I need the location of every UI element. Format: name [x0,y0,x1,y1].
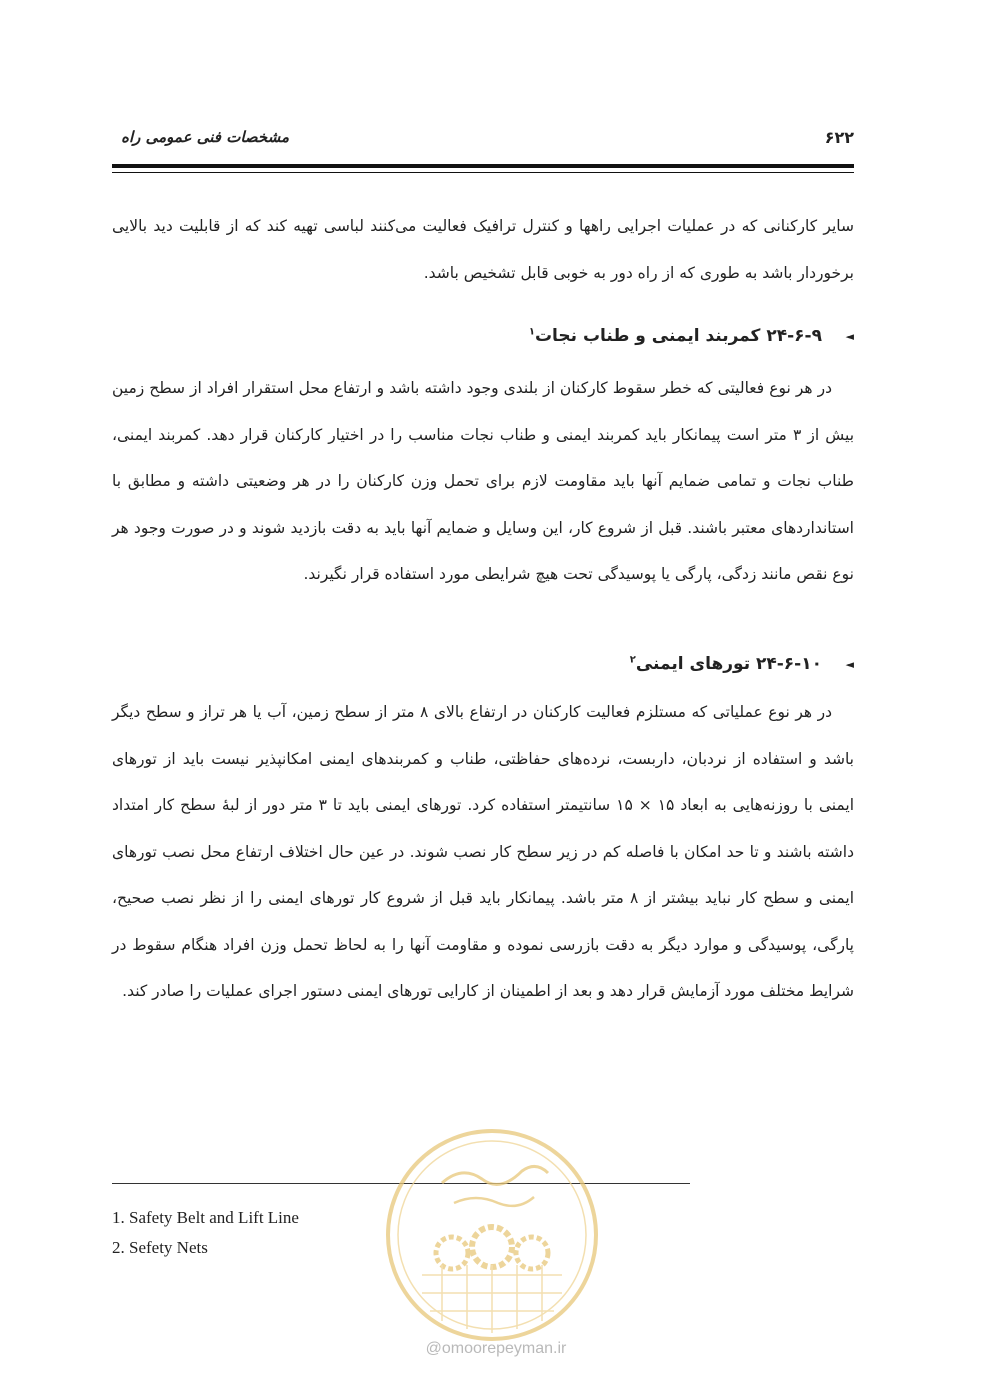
header-rule-thick [112,164,854,168]
section-heading-text [630,654,822,674]
footnote-2: 2. Sefety Nets [112,1238,208,1257]
footnote-1: 1. Safety Belt and Lift Line [112,1208,299,1227]
section-9-body [112,365,854,598]
watermark-logo-icon [382,1125,602,1345]
header-rule-thin [112,172,854,173]
section-heading-9 [112,326,854,356]
section-heading-10 [112,654,854,684]
page-number: ۶۲۲ [824,128,854,147]
section-heading-text [529,326,822,346]
footnotes [112,1203,299,1263]
heading-label: ۲۴-۶-۱۰ تورهای ایمنی [635,654,822,674]
header-title: مشخصات فنی عمومی راه [121,128,289,146]
heading-bullet-icon: ◄ [845,658,854,671]
section-10-body [112,689,854,1015]
heading-bullet-icon: ◄ [845,330,854,343]
footnote-ref: ۱ [528,326,535,338]
section-10-paragraph: در هر نوع عملیاتی که مستلزم فعالیت کارکنان در ارتفاع بالای ۸ متر از سطح زمین، آب یا هر تراز و سطح دیگر باشد و استفاده از نردبان، داربست، نرده‌های حفاظتی، طناب و کمربندهای ایمنی امکانپذیر نیست باید از تورهای ایمنی با روزنه‌هایی به ابعاد ۱۵ × ۱۵ سانتیمتر استفاده کرد. تورهای ایمنی باید تا ۳ متر دور از لبهٔ سطح کار امتداد داشته باشند و تا حد امکان با فاصله کم در زیر سطح کار نصب شوند. در عین حال اختلاف ارتفاع محل نصب تورهای ایمنی و سطح کار نباید بیشتر از ۸ متر باشد. پیمانکار باید قبل از شروع کار تورهای ایمنی را از نظر نصب صحیح، پارگی، پوسیدگی و موارد دیگر به دقت بازرسی نموده و مقاومت آنها را به لحاظ تحمل وزن افراد هنگام سقوط در شرایط مختلف مورد آزمایش قرار دهد و بعد از اطمینان از کارایی تورهای ایمنی دستور اجرای عملیات را صادر کند. [112,703,855,1000]
heading-label: ۲۴-۶-۹ کمربند ایمنی و طناب نجات [534,326,822,346]
intro-paragraph: سایر کارکنانی که در عملیات اجرایی راهها و کنترل ترافیک فعالیت می‌کنند لباسی تهیه کند که از قابلیت دید بالایی برخوردار باشد به طوری که از راه دور به خوبی قابل تشخیص باشد. [112,217,854,282]
intro-block [112,203,854,296]
watermark-url: @omoorepeyman.ir [425,1340,567,1357]
running-header [112,128,854,154]
footnote-ref: ۲ [629,654,636,666]
section-9-paragraph: در هر نوع فعالیتی که خطر سقوط کارکنان از بلندی وجود داشته باشد و ارتفاع محل استقرار افراد از سطح زمین بیش از ۳ متر است پیمانکار باید کمربند ایمنی و طناب نجات مناسب را در اختیار کارکنان قرار دهد. کمربند ایمنی، طناب نجات و تمامی ضمایم آنها باید مقاومت لازم برای تحمل وزن کارکنان را در هر وضعیتی داشته و مطابق با استانداردهای معتبر باشند. قبل از شروع کار، این وسایل و ضمایم آنها باید به دقت بازدید شوند و در صورت وجود هر نوع نقص مانند زدگی، پارگی یا پوسیدگی تحت هیچ شرایطی مورد استفاده قرار نگیرند. [112,379,855,583]
